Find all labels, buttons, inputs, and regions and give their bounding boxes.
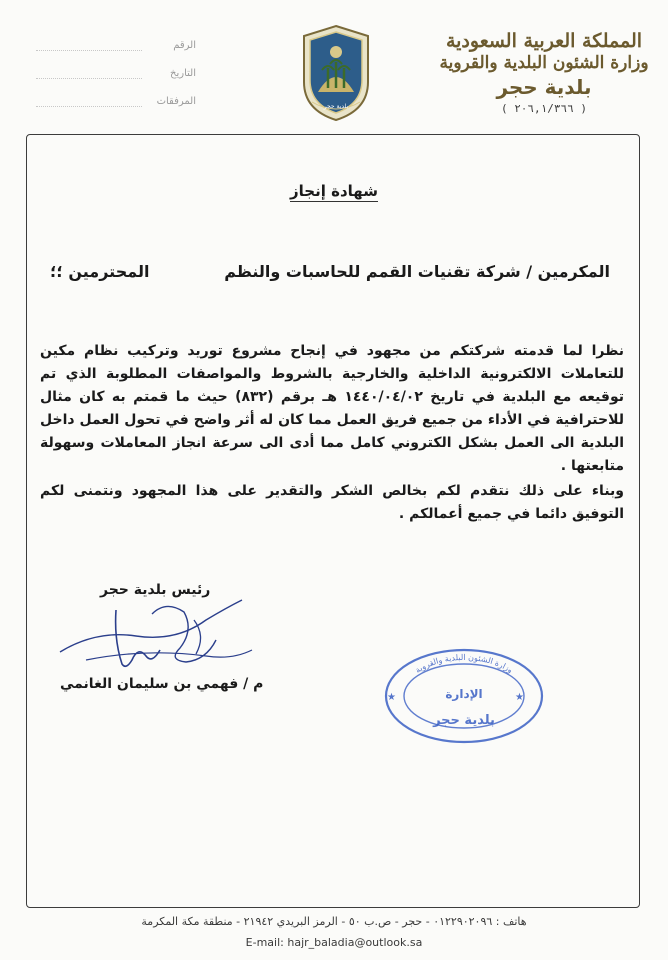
- svg-text:بلدية حجر: بلدية حجر: [323, 103, 349, 110]
- body-paragraph-2: وبناء على ذلك نتقدم لكم بخالص الشكر والتقدير على هذا المجهود ونتمنى لكم التوفيق دائما في جميع أعمالكم .: [40, 483, 624, 522]
- official-stamp: [382, 646, 546, 746]
- document-meta: [36, 40, 196, 124]
- meta-number-field: [36, 40, 142, 51]
- svg-text:الإدارة: الإدارة: [445, 687, 483, 701]
- footer-contact: هاتف : ٠١٢٢٩٠٢٠٩٦ - حجر - ص.ب ٥٠ - الرمز البريدي ٢١٩٤٢ - منطقة مكة المكرمة: [141, 915, 527, 928]
- recipient-suffix: المحترمين ؛؛: [50, 262, 150, 281]
- meta-date-label: التاريخ: [170, 68, 196, 79]
- meta-date-field: [36, 68, 142, 79]
- svg-text:بلدية حجر: بلدية حجر: [433, 713, 495, 728]
- signatory-name: م / فهمي بن سليمان الغانمي: [60, 676, 264, 692]
- meta-attachments-field: [36, 96, 142, 107]
- meta-attachments-row: [36, 96, 196, 124]
- municipality-logo: [298, 22, 374, 122]
- municipality-name: بلدية حجر: [496, 75, 592, 99]
- recipient-line: [50, 262, 610, 281]
- meta-attachments-label: المرفقات: [156, 96, 196, 107]
- svg-text:★: ★: [387, 692, 396, 703]
- ministry-name: وزارة الشئون البلدية والقروية: [439, 53, 649, 73]
- handwritten-signature: [56, 590, 256, 680]
- body-paragraph-1: نظرا لما قدمته شركتكم من مجهود في إنجاح مشروع توريد وتركيب نظام مكين للتعاملات الالكترونية الداخلية والخارجية بالشروط والمواصفات المطلوبة الذي تم توقيعه مع البلدية في تاريخ ١٤٤٠/٠٤/٠٢ هـ برقم (٨٣٢) حيث ما قمتم به كان مثال للاحترافية في الأداء من جميع فريق العمل مما كان له أثر واضح في تحول العمل داخل البلدية الى العمل بشكل الكتروني كامل مما أدى الى سرعة انجاز المعاملات وسهولة متابعتها .: [40, 343, 625, 474]
- recipient-name: المكرمين / شركة تقنيات القمم للحاسبات والنظم: [224, 262, 610, 281]
- signatory-title: رئيس بلدية حجر: [100, 582, 211, 598]
- footer-email: E-mail: hajr_baladia@outlook.sa: [245, 936, 423, 949]
- kingdom-name: المملكة العربية السعودية: [445, 30, 643, 52]
- certificate-title: [0, 182, 668, 200]
- svg-text:★: ★: [515, 692, 524, 703]
- reference-code: ( ٢٠٦,١/٣٦٦ ): [500, 102, 588, 115]
- ministry-header: [434, 30, 654, 118]
- meta-number-row: [36, 40, 196, 68]
- svg-text:وزارة الشئون البلدية والقروية: وزارة الشئون البلدية والقروية: [413, 652, 515, 675]
- certificate-title-text: شهادة إنجاز: [290, 182, 378, 200]
- meta-date-row: [36, 68, 196, 96]
- meta-number-label: الرقم: [173, 40, 196, 51]
